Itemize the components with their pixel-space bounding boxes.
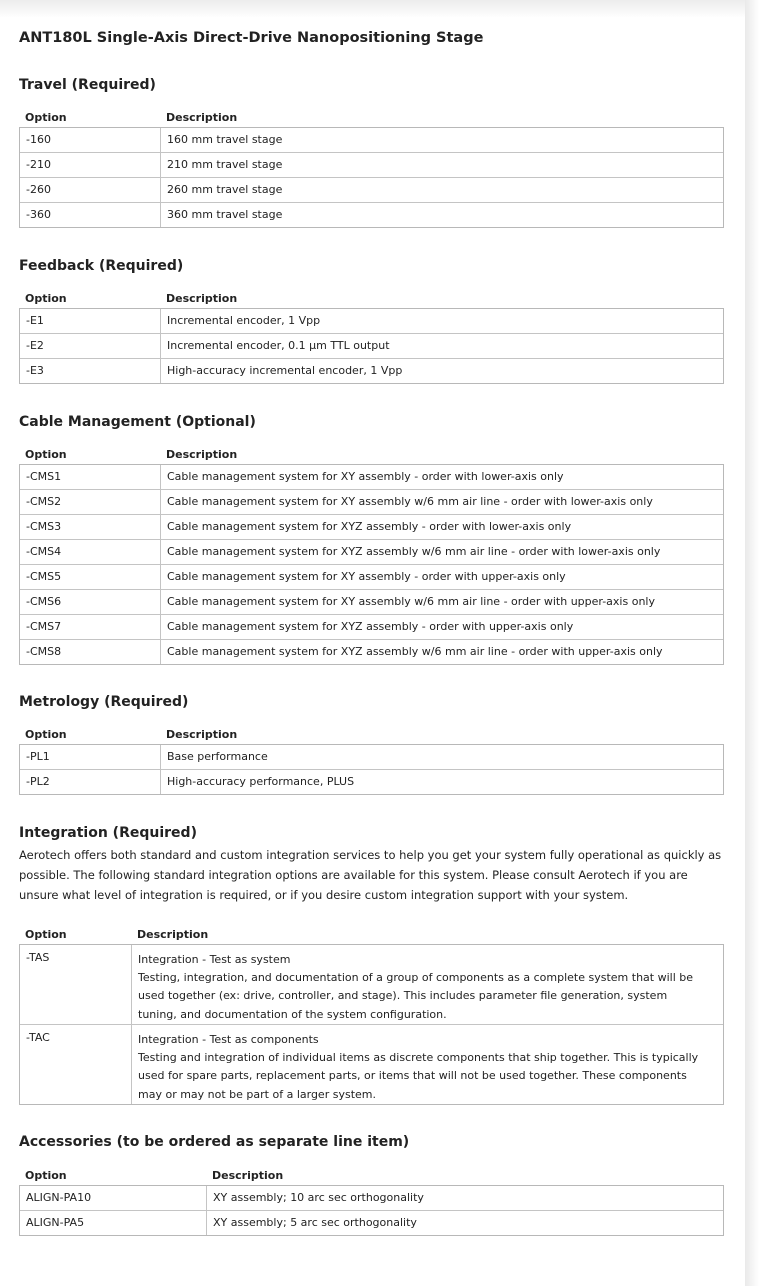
table-header [19, 446, 724, 464]
table-body [19, 744, 724, 795]
option-code: ALIGN-PA10 [26, 1191, 92, 1204]
section-heading-metrology: Metrology (Required) [19, 694, 189, 710]
metrology-table [19, 726, 724, 795]
section-heading-accessories: Accessories (to be ordered as separate line item) [19, 1134, 410, 1150]
table-row [20, 202, 723, 227]
option-title: Integration - Test as components [138, 1033, 319, 1046]
table-row [20, 152, 723, 177]
col-option-header: Option [25, 728, 67, 741]
option-description: 360 mm travel stage [167, 208, 283, 221]
table-body [19, 464, 724, 665]
option-code: -160 [26, 133, 51, 146]
option-description: Incremental encoder, 1 Vpp [167, 314, 321, 327]
panel-shadow [745, 0, 759, 1286]
option-description: Cable management system for XYZ assembly w/6 mm air line - order with lower-axis only [167, 545, 661, 558]
table-row [20, 945, 723, 1024]
table-body [19, 127, 724, 228]
option-description: Base performance [167, 750, 268, 763]
option-code: -CMS2 [26, 495, 62, 508]
option-code: -PL1 [26, 750, 50, 763]
option-code: -210 [26, 158, 51, 171]
col-option-header: Option [25, 448, 67, 461]
cable-management-table [19, 446, 724, 665]
table-row [20, 745, 723, 769]
option-code: -CMS8 [26, 645, 62, 658]
option-description: Cable management system for XY assembly - order with lower-axis only [167, 470, 564, 483]
table-body [19, 944, 724, 1105]
table-body [19, 1185, 724, 1236]
col-description-header: Description [166, 728, 238, 741]
table-row [20, 465, 723, 489]
table-row [20, 1186, 723, 1210]
option-code: -TAC [26, 1031, 50, 1044]
table-row [20, 489, 723, 514]
section-heading-cable-management: Cable Management (Optional) [19, 414, 256, 430]
col-option-header: Option [25, 111, 67, 124]
table-row [20, 1024, 723, 1104]
option-code: -PL2 [26, 775, 50, 788]
option-description: XY assembly; 5 arc sec orthogonality [213, 1216, 417, 1229]
section-heading-feedback: Feedback (Required) [19, 258, 184, 274]
option-description: High-accuracy performance, PLUS [167, 775, 355, 788]
col-description-header: Description [212, 1169, 284, 1182]
table-row [20, 639, 723, 664]
table-header [19, 1167, 724, 1185]
option-description-block [138, 951, 705, 1024]
col-option-header: Option [25, 1169, 67, 1182]
option-description: Cable management system for XY assembly w/6 mm air line - order with lower-axis only [167, 495, 653, 508]
table-row [20, 128, 723, 152]
option-code: -CMS6 [26, 595, 62, 608]
table-row [20, 333, 723, 358]
table-row [20, 514, 723, 539]
col-option-header: Option [25, 292, 67, 305]
table-row [20, 614, 723, 639]
table-row [20, 589, 723, 614]
table-row [20, 309, 723, 333]
option-description: Cable management system for XY assembly w/6 mm air line - order with upper-axis only [167, 595, 655, 608]
table-header [19, 726, 724, 744]
col-description-header: Description [166, 292, 238, 305]
col-description-header: Description [166, 448, 238, 461]
option-description-block [138, 1031, 705, 1104]
section-heading-travel: Travel (Required) [19, 77, 156, 93]
option-description: Cable management system for XY assembly - order with upper-axis only [167, 570, 566, 583]
option-code: -CMS3 [26, 520, 62, 533]
option-code: -TAS [26, 951, 50, 964]
option-description: 210 mm travel stage [167, 158, 283, 171]
table-header [19, 290, 724, 308]
option-code: -E3 [26, 364, 44, 377]
col-option-header: Option [25, 928, 67, 941]
table-body [19, 308, 724, 384]
col-description-header: Description [137, 928, 209, 941]
option-description: XY assembly; 10 arc sec orthogonality [213, 1191, 424, 1204]
option-code: -CMS5 [26, 570, 62, 583]
option-description: Cable management system for XYZ assembly - order with lower-axis only [167, 520, 572, 533]
integration-intro: Aerotech offers both standard and custom integration services to help you get your system fully operational as quickly as possible. The following standard integration options are available for this system. Please consult Aerotech if you are unsure what level of integration is required, or if you desire custom integration support with your system. [19, 848, 722, 902]
table-row [20, 177, 723, 202]
option-description: Testing and integration of individual items as discrete components that ship together. This is typically used for spare parts, replacement parts, or items that will not be used together. These components may or may not be part of a larger system. [138, 1051, 699, 1101]
table-row [20, 1210, 723, 1235]
option-code: -CMS4 [26, 545, 62, 558]
section-heading-integration: Integration (Required) [19, 825, 197, 841]
table-header [19, 109, 724, 127]
option-code: -E1 [26, 314, 44, 327]
option-description: Testing, integration, and documentation of a group of components as a complete system that will be used together (ex: drive, controller, and stage). This includes parameter file generation, system tuning, and documentation of the system configuration. [138, 971, 694, 1021]
table-header [19, 926, 724, 944]
col-description-header: Description [166, 111, 238, 124]
option-description: Incremental encoder, 0.1 µm TTL output [167, 339, 390, 352]
top-shade [0, 0, 745, 18]
option-description: Cable management system for XYZ assembly - order with upper-axis only [167, 620, 574, 633]
table-row [20, 564, 723, 589]
travel-table [19, 109, 724, 228]
option-description: 160 mm travel stage [167, 133, 283, 146]
page-title: ANT180L Single-Axis Direct-Drive Nanopositioning Stage [19, 30, 484, 46]
table-row [20, 539, 723, 564]
integration-table [19, 926, 724, 1105]
option-title: Integration - Test as system [138, 953, 291, 966]
option-code: -360 [26, 208, 51, 221]
option-description: Cable management system for XYZ assembly w/6 mm air line - order with upper-axis only [167, 645, 663, 658]
table-row [20, 769, 723, 794]
option-code: -CMS1 [26, 470, 62, 483]
table-row [20, 358, 723, 383]
option-description: 260 mm travel stage [167, 183, 283, 196]
option-description: High-accuracy incremental encoder, 1 Vpp [167, 364, 403, 377]
option-code: -CMS7 [26, 620, 62, 633]
option-code: -260 [26, 183, 51, 196]
option-code: ALIGN-PA5 [26, 1216, 85, 1229]
feedback-table [19, 290, 724, 384]
option-code: -E2 [26, 339, 44, 352]
accessories-table [19, 1167, 724, 1236]
